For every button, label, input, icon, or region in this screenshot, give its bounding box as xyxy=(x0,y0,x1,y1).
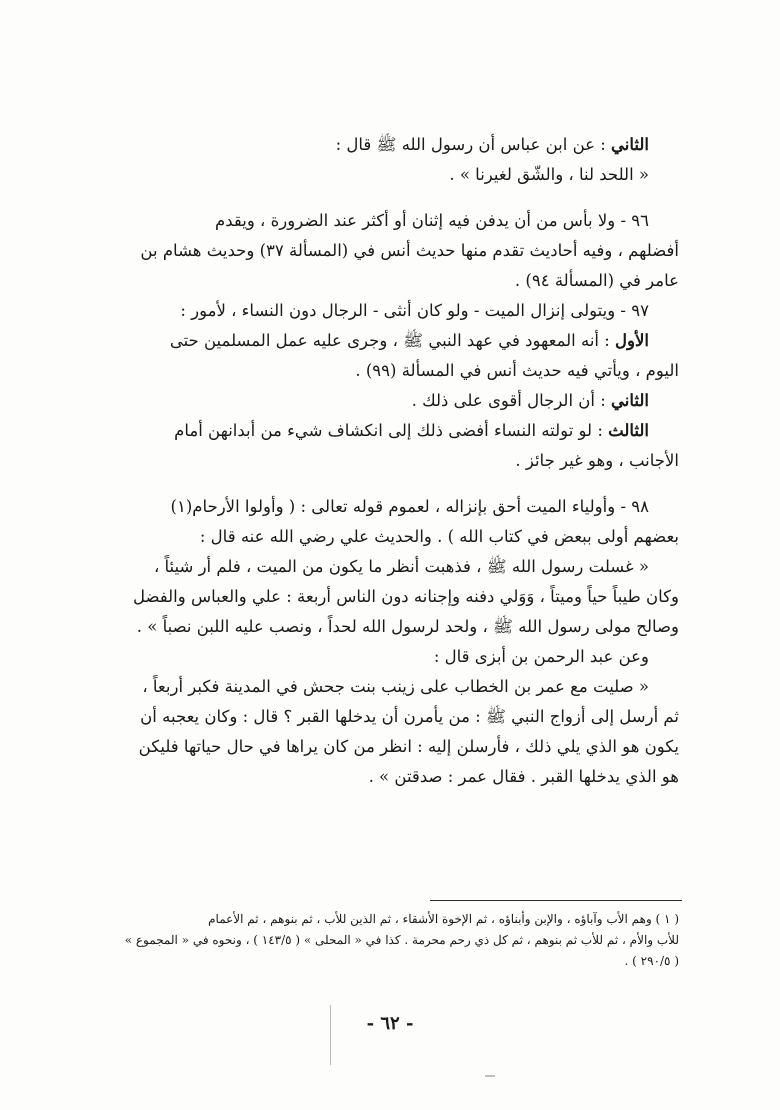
scan-artifact xyxy=(330,1005,331,1065)
text-line: هو الذي يدخلها القبر . فقال عمر : صدقتن » . xyxy=(368,767,679,786)
text-line: « اللحد لنا ، والشّق لغيرنا » . xyxy=(449,165,649,184)
text-line: وعن عبد الرحمن بن أبزى قال : xyxy=(433,647,649,666)
text-line: « غسلت رسول الله ﷺ ، فذهبت أنظر ما يكون من الميت ، فلم أر شيئاً ، xyxy=(153,557,649,576)
text-line: يكون هو الذي يلي ذلك ، فأرسلن إليه : انظر من كان يراها في حال حياتها فليكن xyxy=(138,737,679,756)
footnote-line: ( ٢٩٠/٥ ) . xyxy=(624,954,679,968)
footnote xyxy=(96,909,679,972)
text-line: ٩٨ - وأولياء الميت أحق بإنزاله ، لعموم قوله تعالى : ( وأولوا الأرحام(١) xyxy=(170,497,649,516)
text-line: الأول : أنه المعهود في عهد النبي ﷺ ، وجرى عليه عمل المسلمين حتى xyxy=(169,331,649,350)
text-line: الثاني : أن الرجال أقوى على ذلك . xyxy=(411,391,649,410)
footnote-divider xyxy=(430,900,682,901)
text-line: ٩٧ - ويتولى إنزال الميت - ولو كان أنثى - الرجال دون النساء ، لأمور : xyxy=(180,301,649,320)
text-line: اليوم ، ويأتي فيه حديث أنس في المسألة (٩٩) . xyxy=(355,361,679,380)
text-line: الثاني : عن ابن عباس أن رسول الله ﷺ قال : xyxy=(335,135,649,154)
text-line: عامر في (المسألة ٩٤) . xyxy=(514,271,679,290)
text-line: الثالث : لو تولته النساء أفضى ذلك إلى انكشاف شيء من أبدانهن أمام xyxy=(174,421,649,440)
footnote-line: ( ١ ) وهم الأب وآباؤه ، والإبن وأبناؤه ، ثم الإخوة الأشقاء ، ثم الذين للأب ، ثم بنوهم ، ثم الأعمام xyxy=(208,912,679,926)
text-line: أفضلهم ، وفيه أحاديث تقدم منها حديث أنس في (المسألة ٣٧) وحديث هشام بن xyxy=(140,241,679,260)
text-line: ٩٦ - ولا بأس من أن يدفن فيه إثنان أو أكثر عند الضرورة ، ويقدم xyxy=(215,211,649,230)
text-line: وكان طيباً حياً وميتاً ، وَوَلي دفنه وإجنانه دون الناس أربعة : علي والعباس والفضل xyxy=(133,587,679,606)
scan-artifact xyxy=(485,1075,495,1077)
text-line: « صليت مع عمر بن الخطاب على زينب بنت جحش في المدينة فكبر أربعاً ، xyxy=(142,677,649,696)
text-line: ثم أرسل إلى أزواج النبي ﷺ : من يأمرن أن يدخلها القبر ؟ قال : وكان يعجبه أن xyxy=(140,707,679,726)
text-line: بعضهم أولى ببعض في كتاب الله ) . والحديث علي رضي الله عنه قال : xyxy=(199,527,679,546)
text-line: الأجانب ، وهو غير جائز . xyxy=(515,451,679,470)
footnote-line: للأب والأم ، ثم للأب ثم بنوهم ، ثم كل ذي رحم محرمة . كذا في « المحلى » ( ١٤٣/٥ ) ، ونحوه في « المجموع » xyxy=(124,933,679,947)
main-text xyxy=(96,130,679,792)
text-line: وصالح مولى رسول الله ﷺ ، ولحد لرسول الله لحداً ، ونصب عليه اللبن نصباً » . xyxy=(136,617,679,636)
page-number: - ٦٢ - xyxy=(366,1013,414,1034)
